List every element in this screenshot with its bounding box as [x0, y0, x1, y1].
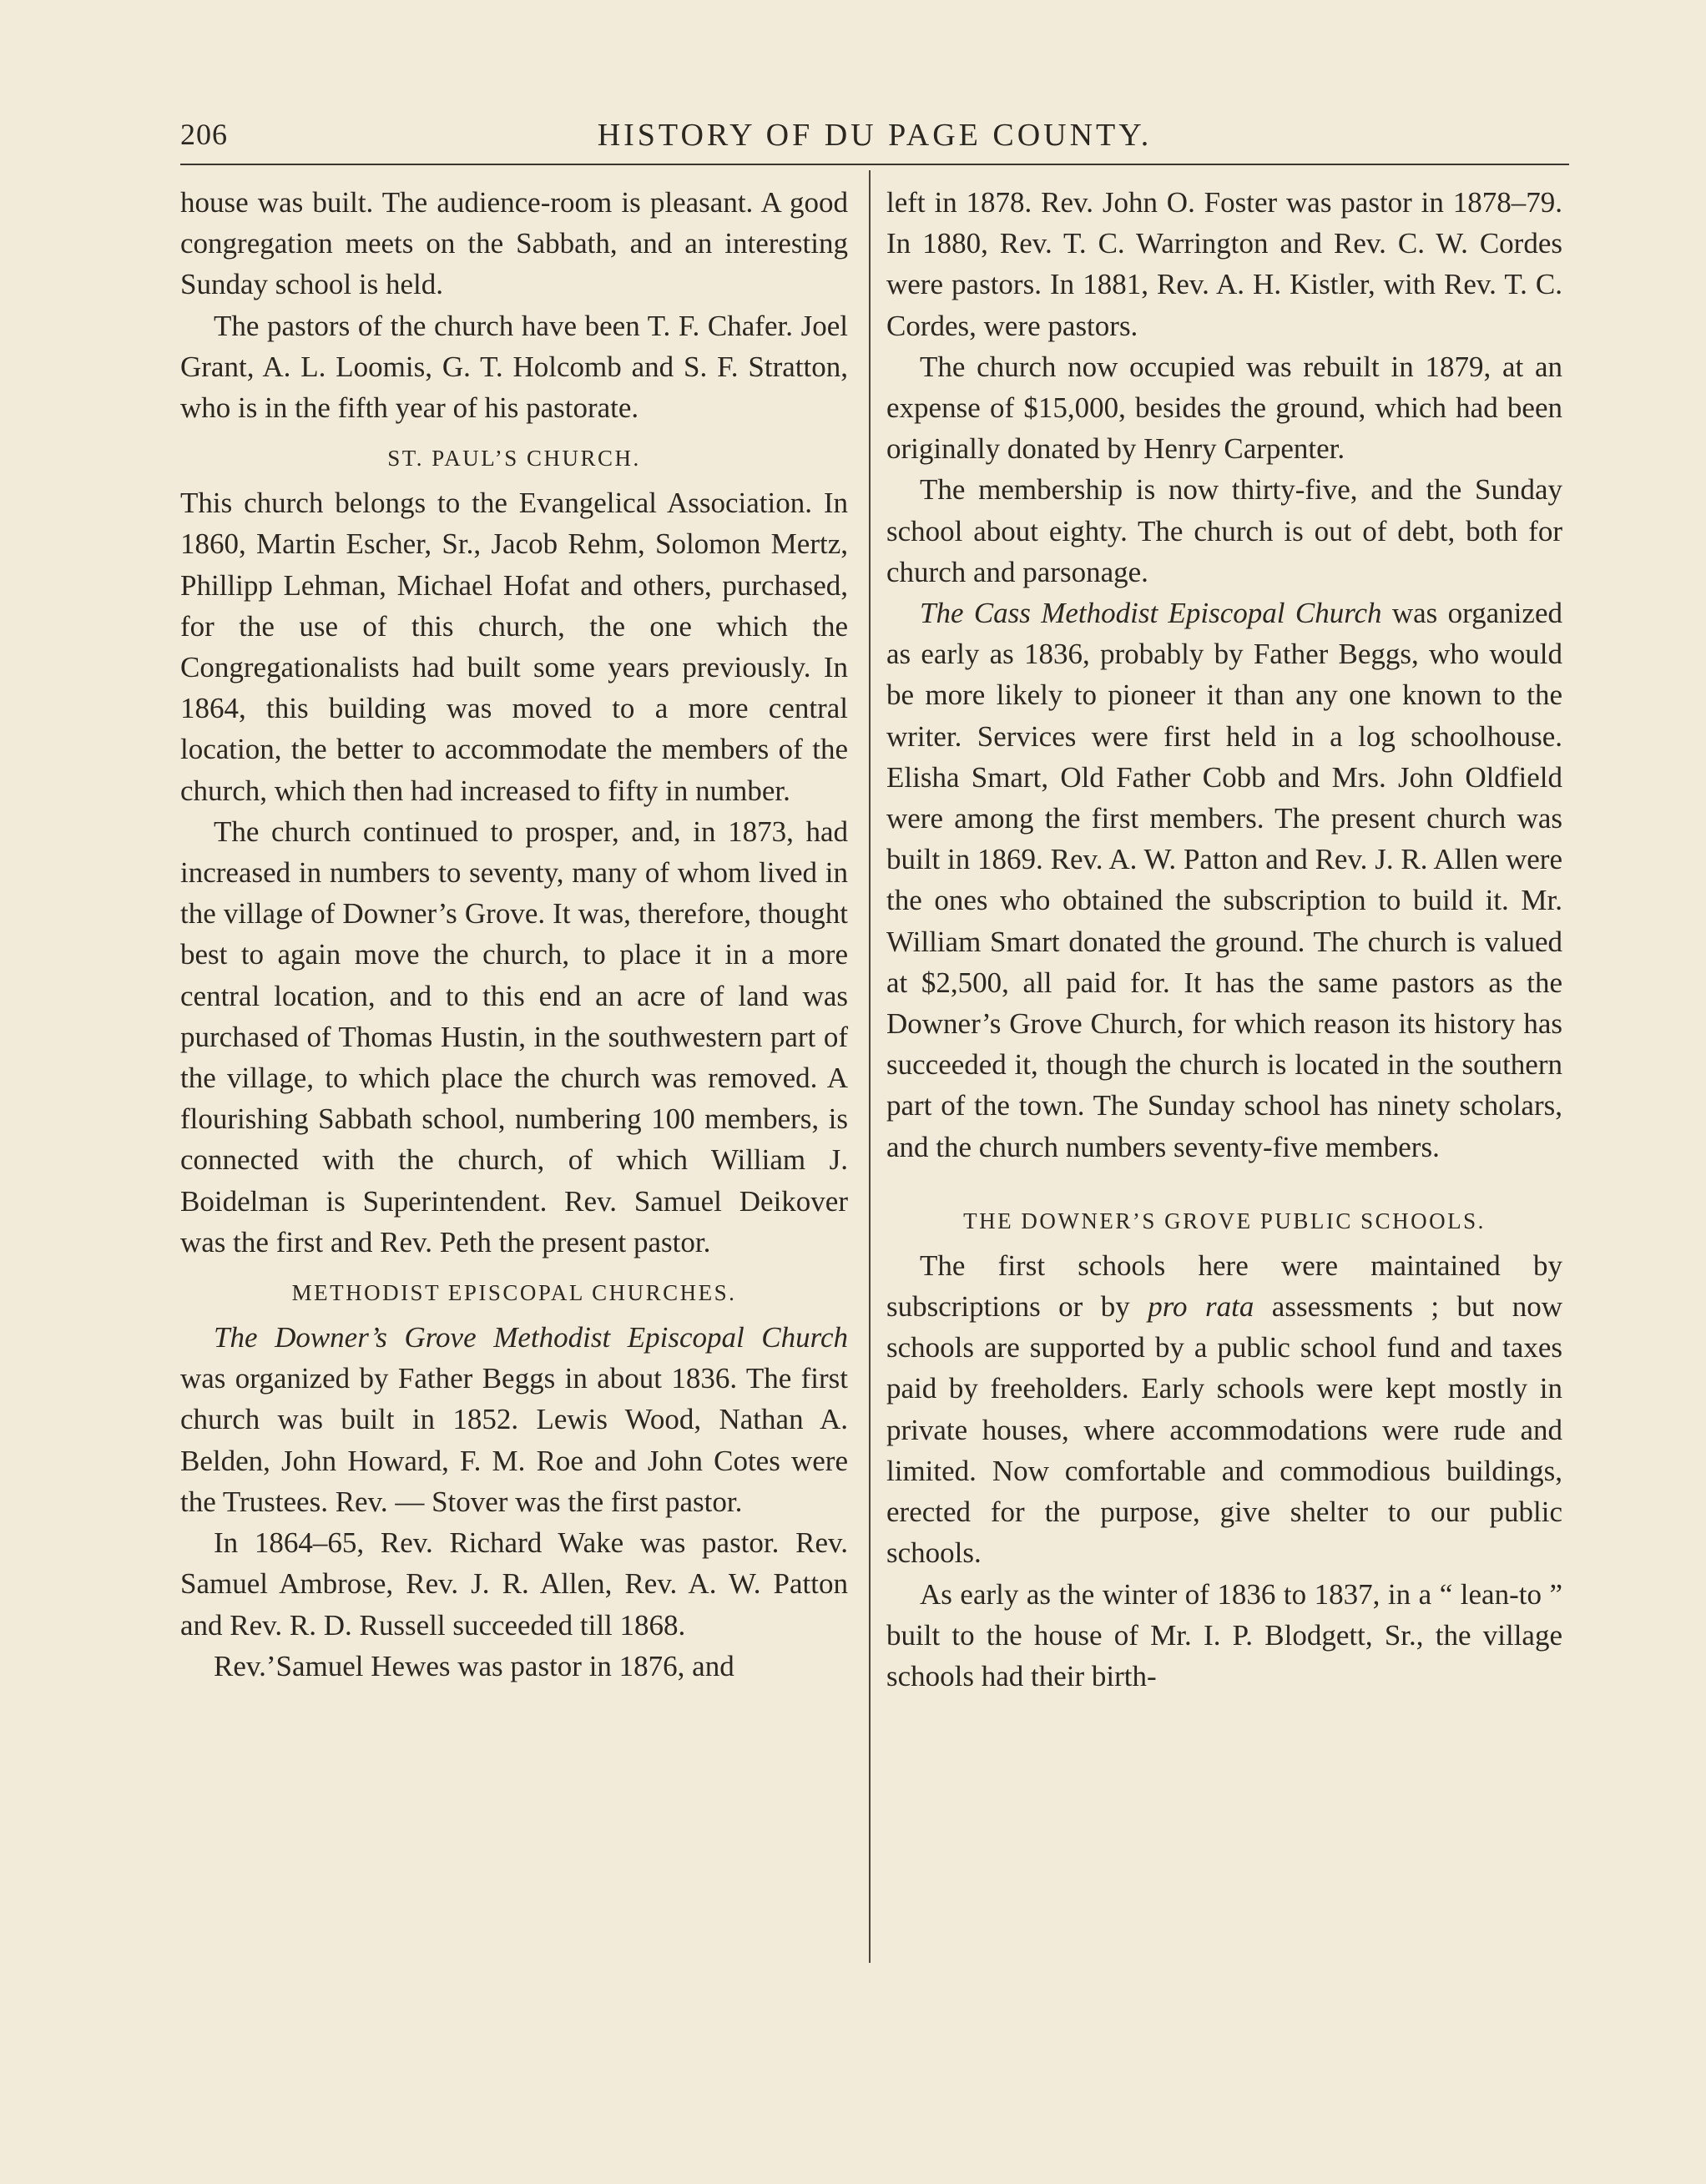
paragraph: left in 1878. Rev. John O. Foster was pastor in 1878–79. In 1880, Rev. T. C. Warrington and Rev. C. W. Cordes were pastors. In 1881, Rev. A. H. Kistler, with Rev. T. C. Cordes, were pastors.: [886, 186, 1562, 342]
latin-term-italic: pro rata: [1148, 1290, 1254, 1324]
paragraph: The pastors of the church have been T. F. Chafer. Joel Grant, A. L. Loomis, G. T. Holcomb and S. F. Stratton, who is in the fifth year of his pastorate.: [180, 309, 848, 425]
page-header: [180, 110, 1569, 160]
page-number: 206: [180, 118, 228, 151]
paragraph-text: was organized by Father Beggs in about 1836. The first church was built in 1852. Lewis Wood, Nathan A. Belden, John Howard, F. M. Roe and John Cotes were the Trustees. Rev. — Stover was the first pastor.: [180, 1362, 848, 1518]
section-heading-st-pauls: ST. PAUL’S CHURCH.: [387, 446, 641, 472]
church-name-italic: The Cass Methodist Episcopal Church: [920, 597, 1382, 630]
left-column: [180, 182, 848, 1687]
section-heading-methodist: METHODIST EPISCOPAL CHURCHES.: [291, 1280, 737, 1306]
paragraph: house was built. The audience-room is pleasant. A good congregation meets on the Sabbath, and an interesting Sunday school is held.: [180, 186, 848, 301]
church-name-italic: The Downer’s Grove Methodist Episcopal Church: [214, 1321, 848, 1354]
paragraph: The church continued to prosper, and, in 1873, had increased in numbers to seventy, many of whom lived in the village of Downer’s Grove. It was, therefore, thought best to again move the church, to place it in a more central location, and to this end an acre of land was purchased of Thomas Hustin, in the southwestern part of the village, to which place the church was removed. A flourishing Sabbath school, numbering 100 members, is connected with the church, of which William J. Boidelman is Superintendent. Rev. Samuel Deikover was the first and Rev. Peth the present pastor.: [180, 815, 848, 1258]
paragraph: Rev.’Samuel Hewes was pastor in 1876, and: [214, 1649, 734, 1682]
paragraph: [886, 1245, 1562, 1574]
paragraph-text: The first schools here were maintained by subscriptions or by: [886, 1248, 1562, 1324]
paragraph: [180, 1317, 848, 1522]
paragraph: The membership is now thirty-five, and the Sunday school about eighty. The church is out of debt, both for church and parsonage.: [886, 473, 1562, 588]
column-divider: [869, 170, 871, 1963]
paragraph: The church now occupied was rebuilt in 1879, at an expense of $15,000, besides the ground, which had been originally donated by Henry Carpenter.: [886, 350, 1562, 466]
paragraph: [886, 593, 1562, 1168]
paragraph: This church belongs to the Evangelical Association. In 1860, Martin Escher, Sr., Jacob Rehm, Solomon Mertz, Phillipp Lehman, Michael Hofat and others, purchased, for the use of this church, the one which the Congregationalists had built some years previously. In 1864, this building was moved to a more central location, the better to accommodate the members of the church, which then had increased to fifty in number.: [180, 487, 848, 807]
right-column: [886, 182, 1562, 1697]
paragraph: As early as the winter of 1836 to 1837, in a “ lean-to ” built to the house of Mr. I. P. Blodgett, Sr., the village schools had their birth-: [886, 1577, 1562, 1692]
paragraph: In 1864–65, Rev. Richard Wake was pastor. Rev. Samuel Ambrose, Rev. J. R. Allen, Rev. A. W. Patton and Rev. R. D. Russell succeeded till 1868.: [180, 1526, 848, 1642]
paragraph-text: was organized as early as 1836, probably by Father Beggs, who would be more likely to pioneer it than any one known to the writer. Services were first held in a log schoolhouse. Elisha Smart, Old Father Cobb and Mrs. John Oldfield were among the first members. The present church was built in 1869. Rev. A. W. Patton and Rev. J. R. Allen were the ones who obtained the subscription to build it. Mr. William Smart donated the ground. The church is valued at $2,500, all paid for. It has the same pastors as the Downer’s Grove Church, for which reason its history has succeeded it, though the church is located in the southern part of the town. The Sunday school has ninety scholars, and the church numbers seventy-five members.: [886, 597, 1562, 1163]
header-rule: [180, 164, 1569, 165]
section-heading-public-schools: THE DOWNER’S GROVE PUBLIC SCHOOLS.: [963, 1208, 1486, 1233]
running-head: HISTORY OF DU PAGE COUNTY.: [597, 118, 1153, 153]
paragraph-text: assessments ; but now schools are supported by a public school fund and taxes paid by freeholders. Early schools were kept mostly in private houses, where accommodations were rude and limited. Now comfortable and commodious buildings, erected for the purpose, give shelter to our public schools.: [886, 1290, 1562, 1570]
